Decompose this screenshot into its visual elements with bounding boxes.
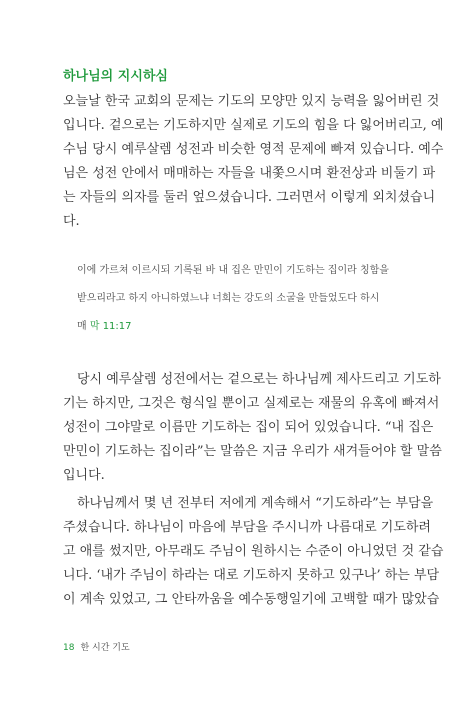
paragraph-3-line: 이 계속 있었고, 그 안타까움을 예수동행일기에 고백할 때가 많았습	[63, 592, 440, 607]
paragraph-3-line: 니다. ‘내가 주님이 하라는 대로 기도하지 못하고 있구나’ 하는 부담	[63, 568, 440, 583]
paragraph-1-line: 오늘날 한국 교회의 문제는 기도의 모양만 있지 능력을 잃어버린 것	[63, 94, 440, 109]
paragraph-2-line: 만민이 기도하는 집이라”는 말씀은 지금 우리가 새겨들어야 할 말씀	[63, 444, 442, 459]
running-title: 한 시간 기도	[80, 643, 130, 653]
paragraph-3-line: 주셨습니다. 하나님이 마음에 부담을 주시니까 나름대로 기도하려	[63, 520, 431, 535]
section-heading: 하나님의 지시하심	[63, 69, 168, 84]
paragraph-1-line: 님은 성전 안에서 매매하는 자들을 내쫓으시며 환전상과 비둘기 파	[63, 166, 436, 181]
paragraph-3-line: 하나님께서 몇 년 전부터 저에게 계속해서 “기도하라”는 부담을	[77, 496, 434, 511]
scripture-quote-line: 이에 가르쳐 이르시되 기록된 바 내 집은 만민이 기도하는 집이라 칭함을	[77, 265, 389, 276]
scripture-quote-line: 받으리라고 하지 아니하였느냐 너희는 강도의 소굴을 만들었도다 하시	[77, 293, 380, 304]
paragraph-1-line: 수님 당시 예루살렘 성전과 비슷한 영적 문제에 빠져 있습니다. 예수	[63, 142, 444, 157]
scripture-quote-last-line	[77, 320, 397, 334]
paragraph-2-line: 기는 하지만, 그것은 형식일 뿐이고 실제로는 재물의 유혹에 빠져서	[63, 396, 440, 411]
scripture-quote-text: 매	[77, 321, 87, 332]
page-number: 18	[63, 643, 75, 653]
paragraph-2-line: 입니다.	[63, 468, 105, 483]
page-footer	[63, 640, 130, 653]
paragraph-2-line: 성전이 그야말로 이름만 기도하는 집이 되어 있었습니다. “내 집은	[63, 420, 434, 435]
paragraph-1-line: 는 자들의 의자를 둘러 엎으셨습니다. 그러면서 이렇게 외치셨습니	[63, 190, 436, 205]
scripture-reference: 막 11:17	[89, 321, 132, 332]
paragraph-1-line: 입니다. 겉으로는 기도하지만 실제로 기도의 힘을 다 잃어버리고, 예	[63, 118, 444, 133]
paragraph-3-line: 고 애를 썼지만, 아무래도 주님이 원하시는 수준이 아니었던 것 같습	[63, 544, 444, 559]
paragraph-1-line: 다.	[63, 214, 80, 229]
paragraph-2-line: 당시 예루살렘 성전에서는 겉으로는 하나님께 제사드리고 기도하	[77, 372, 441, 387]
